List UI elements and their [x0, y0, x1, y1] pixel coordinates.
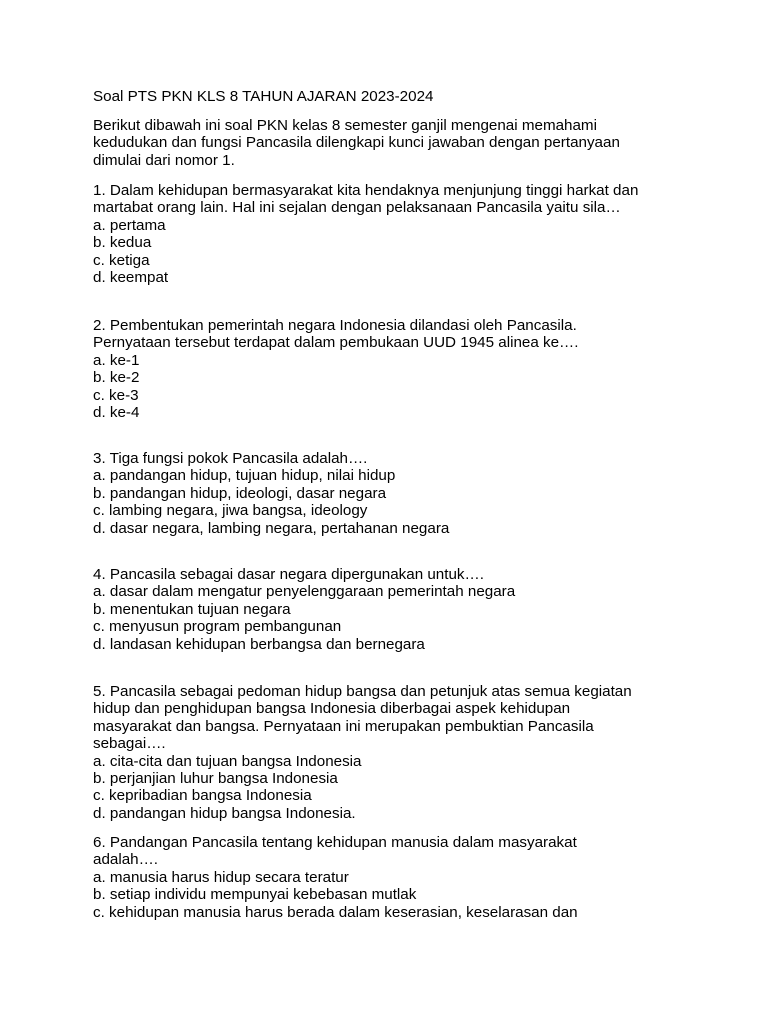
question-1: [93, 182, 713, 286]
answer-option-b: b. pandangan hidup, ideologi, dasar negara: [93, 484, 387, 502]
question-text-line: 2. Pembentukan pemerintah negara Indonesia dilandasi oleh Pancasila.: [93, 317, 577, 334]
question-4: [93, 566, 713, 653]
answer-option-d: d. pandangan hidup bangsa Indonesia.: [93, 804, 356, 822]
question-text-line: Pernyataan tersebut terdapat dalam pembukaan UUD 1945 alinea ke….: [93, 334, 579, 352]
question-5: [93, 683, 713, 822]
answer-option-c: c. menyusun program pembangunan: [93, 618, 342, 636]
answer-option-c: c. ketiga: [93, 251, 150, 269]
intro-line: kedudukan dan fungsi Pancasila dilengkapi kunci jawaban dengan pertanyaan: [93, 134, 620, 152]
answer-option-a: a. ke-1: [93, 351, 140, 369]
question-text-line: 4. Pancasila sebagai dasar negara dipergunakan untuk….: [93, 566, 484, 583]
answer-option-b: b. ke-2: [93, 369, 140, 387]
question-text-line: sebagai….: [93, 735, 166, 753]
answer-option-d: d. dasar negara, lambing negara, pertahanan negara: [93, 519, 450, 537]
answer-option-c: c. ke-3: [93, 386, 139, 404]
answer-option-b: b. kedua: [93, 234, 152, 252]
question-text-line: masyarakat dan bangsa. Pernyataan ini merupakan pembuktian Pancasila: [93, 717, 594, 735]
answer-option-d: d. ke-4: [93, 404, 140, 422]
document-title: Soal PTS PKN KLS 8 TAHUN AJARAN 2023-2024: [93, 88, 434, 105]
question-text-line: 5. Pancasila sebagai pedoman hidup bangsa dan petunjuk atas semua kegiatan: [93, 683, 632, 700]
question-text-line: adalah….: [93, 851, 159, 869]
answer-option-a: a. dasar dalam mengatur penyelenggaraan pemerintah negara: [93, 583, 516, 601]
answer-option-a: a. pandangan hidup, tujuan hidup, nilai hidup: [93, 467, 396, 485]
answer-option-b: b. perjanjian luhur bangsa Indonesia: [93, 770, 338, 788]
answer-option-c: c. kepribadian bangsa Indonesia: [93, 787, 312, 805]
question-text-line: 6. Pandangan Pancasila tentang kehidupan manusia dalam masyarakat: [93, 834, 577, 851]
question-text-line: hidup dan penghidupan bangsa Indonesia diberbagai aspek kehidupan: [93, 700, 571, 718]
answer-option-c: c. lambing negara, jiwa bangsa, ideology: [93, 502, 368, 520]
question-3: [93, 450, 713, 537]
answer-option-b: b. menentukan tujuan negara: [93, 600, 291, 618]
intro-line: dimulai dari nomor 1.: [93, 151, 235, 169]
answer-option-d: d. landasan kehidupan berbangsa dan bernegara: [93, 635, 425, 653]
answer-option-c: c. kehidupan manusia harus berada dalam keserasian, keselarasan dan: [93, 903, 578, 921]
answer-option-d: d. keempat: [93, 269, 169, 287]
question-text-line: 1. Dalam kehidupan bermasyarakat kita hendaknya menjunjung tinggi harkat dan: [93, 182, 639, 199]
intro-line: Berikut dibawah ini soal PKN kelas 8 semester ganjil mengenai memahami: [93, 117, 597, 134]
answer-option-b: b. setiap individu mempunyai kebebasan mutlak: [93, 886, 417, 904]
question-text-line: 3. Tiga fungsi pokok Pancasila adalah….: [93, 450, 368, 467]
answer-option-a: a. pertama: [93, 216, 166, 234]
question-6: [93, 834, 713, 921]
intro-paragraph: [93, 117, 693, 169]
question-text-line: martabat orang lain. Hal ini sejalan dengan pelaksanaan Pancasila yaitu sila…: [93, 199, 621, 217]
question-2: [93, 317, 713, 421]
answer-option-a: a. cita-cita dan tujuan bangsa Indonesia: [93, 752, 362, 770]
answer-option-a: a. manusia harus hidup secara teratur: [93, 868, 349, 886]
